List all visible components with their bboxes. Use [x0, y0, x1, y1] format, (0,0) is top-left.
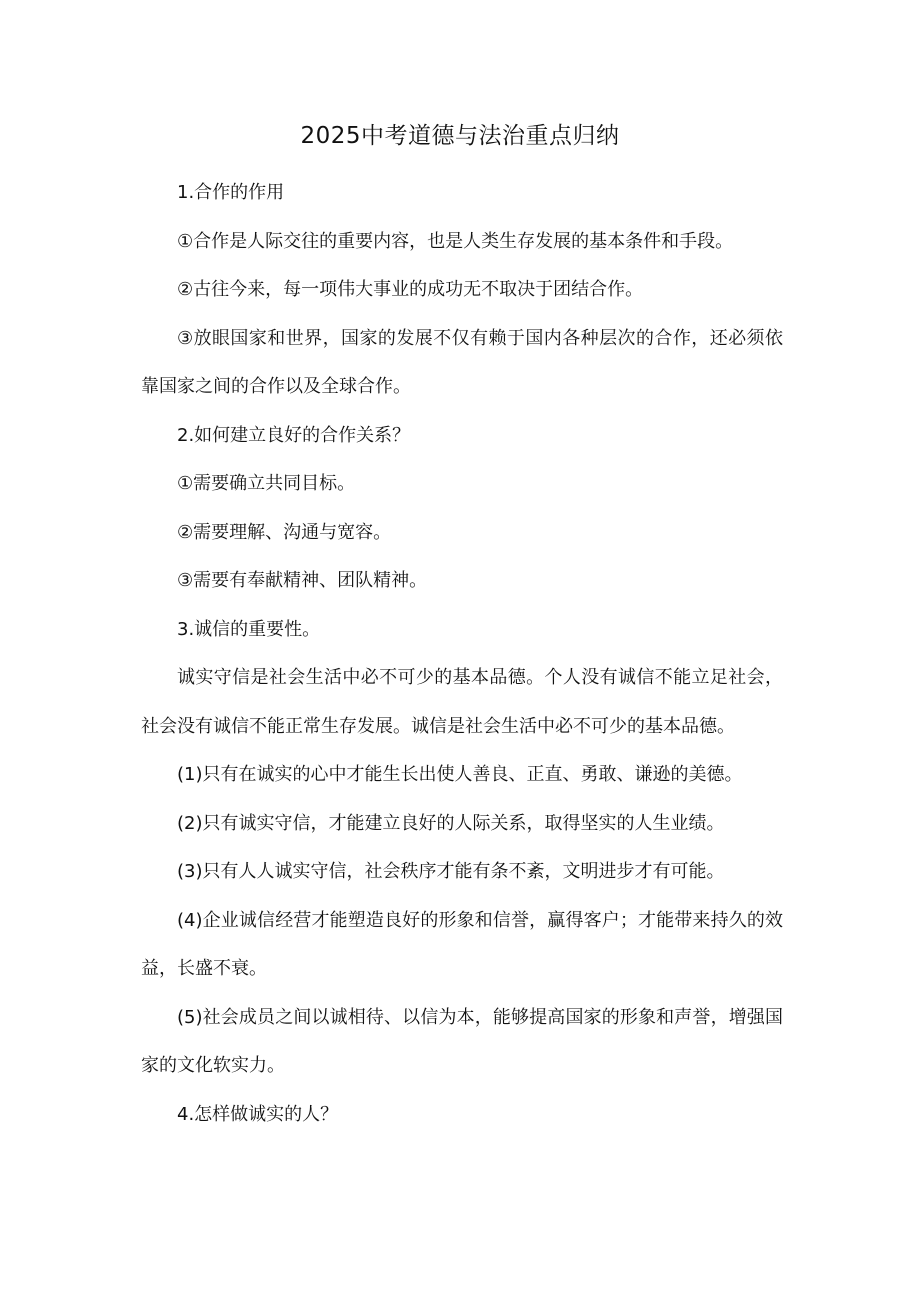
document-body [141, 169, 783, 1139]
heading-build-cooperation: 2.如何建立良好的合作关系？ [177, 424, 411, 446]
paragraph: (5)社会成员之间以诚相待、以信为本，能够提高国家的形象和声誉，增强国家的文化软实力。 [141, 1006, 783, 1076]
paragraph: ②需要理解、沟通与宽容。 [177, 521, 392, 543]
paragraph: (2)只有诚实守信，才能建立良好的人际关系，取得坚实的人生业绩。 [177, 812, 725, 834]
paragraph: (1)只有在诚实的心中才能生长出使人善良、正直、勇敢、谦逊的美德。 [177, 764, 743, 785]
paragraph: 诚实守信是社会生活中必不可少的基本品德。个人没有诚信不能立足社会，社会没有诚信不能正常生存发展。诚信是社会生活中必不可少的基本品德。 [141, 667, 783, 737]
paragraph: ③放眼国家和世界，国家的发展不仅有赖于国内各种层次的合作，还必须依靠国家之间的合作以及全球合作。 [141, 327, 783, 397]
paragraph: ③需要有奉献精神、团队精神。 [177, 570, 428, 591]
heading-cooperation-role: 1.合作的作用 [177, 182, 285, 203]
heading-how-be-honest: 4.怎样做诚实的人？ [177, 1103, 339, 1125]
paragraph: ①需要确立共同目标。 [177, 473, 356, 494]
paragraph: ①合作是人际交往的重要内容，也是人类生存发展的基本条件和手段。 [177, 230, 734, 252]
paragraph: ②古往今来，每一项伟大事业的成功无不取决于团结合作。 [177, 279, 644, 300]
paragraph: (4)企业诚信经营才能塑造良好的形象和信誉，赢得客户；才能带来持久的效益，长盛不衰。 [141, 909, 783, 979]
document-title: 2025中考道德与法治重点归纳 [300, 123, 620, 149]
heading-integrity-importance: 3.诚信的重要性。 [177, 618, 321, 640]
paragraph: (3)只有人人诚实守信，社会秩序才能有条不紊，文明进步才有可能。 [177, 861, 725, 882]
